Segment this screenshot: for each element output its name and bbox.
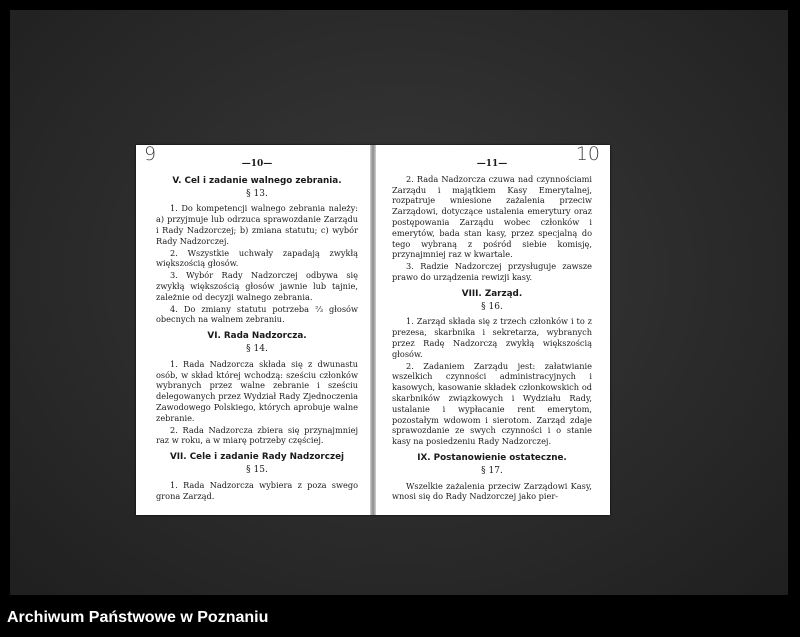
section-heading: VI. Rada Nadzorcza. bbox=[207, 331, 307, 342]
text-paragraph: 1. Rada Nadzorcza wybiera z poza swego grona Zarząd. bbox=[156, 479, 358, 501]
scan-background bbox=[10, 10, 788, 595]
paragraph-number: § 16. bbox=[481, 301, 503, 312]
page-number: —10— bbox=[241, 159, 273, 169]
page-number: —11— bbox=[476, 159, 508, 169]
paragraph-number: § 17. bbox=[481, 465, 503, 476]
text-paragraph: 2. Rada Nadzorcza zbiera się przynajmniej raz w roku, a w miarę potrzeby częściej. bbox=[156, 424, 358, 446]
text-paragraph: 3. Wybór Rady Nadzorczej odbywa się zwykłą większością głosów jawnie lub tajnie, zależnie od decyzji walnego zebrania. bbox=[156, 270, 358, 302]
text-paragraph: 1. Rada Nadzorcza składa się z dwunastu osób, w skład której wchodzą: sześciu członków wybranych przez walne zebranie i sześciu delegowanych przez Wydział Rady Zjednoczenia Zawodowego Polskiego, których aprobuje walne zebranie. bbox=[156, 358, 358, 423]
left-page bbox=[136, 145, 370, 515]
section-heading: V. Cel i zadanie walnego zebrania. bbox=[172, 175, 342, 186]
text-paragraph: 1. Zarząd składa się z trzech członków i to z prezesa, skarbnika i sekretarza, wybranych przez Radę Nadzorczą zwykłą większością głosów. bbox=[392, 316, 592, 359]
text-paragraph: 3. Radzie Nadzorczej przysługuje zawsze prawo do urządzenia rewizji kasy. bbox=[392, 261, 592, 282]
paragraph-number: § 15. bbox=[246, 464, 268, 475]
archive-page-number: 10 bbox=[575, 143, 600, 165]
open-book bbox=[136, 145, 610, 515]
right-page bbox=[376, 145, 610, 515]
text-paragraph: 2. Rada Nadzorcza czuwa nad czynnościami Zarządu i majątkiem Kasy Emerytalnej, rozpatruje wniesione zażalenia przeciw Zarządowi, dotyczące ustalenia emerytury oraz postępowania Zarządu wobec członków i emerytów, bada stan kasy, przez specjalną do tego wybraną z pośród siebie komisję, przynajmniej raz w kwartale. bbox=[392, 173, 592, 260]
text-paragraph: 2. Wszystkie uchwały zapadają zwykłą większością głosów. bbox=[156, 247, 358, 269]
text-paragraph: 1. Do kompetencji walnego zebrania należy: a) przyjmuje lub odrzuca sprawozdanie Zarządu i Rady Nadzorczej; b) zmiana statutu; c) wybór Rady Nadzorczej. bbox=[156, 203, 358, 246]
archive-footer bbox=[0, 597, 800, 637]
paragraph-number: § 13. bbox=[246, 188, 268, 199]
archive-page-number: 9 bbox=[144, 143, 157, 165]
text-paragraph: 2. Zadaniem Zarządu jest: załatwianie wszelkich czynności administracyjnych i kasowych, kasowanie składek członkowskich od skarbników związkowych i Wydziału Rady, ustalanie i wypłacanie rent emerytom, pozostałym wdowom i sierotom. Zarząd zdaje sprawozdanie ze swych czynności i o stanie kasy na posiedzeniu Rady Nadzorczej. bbox=[392, 360, 592, 447]
section-heading: VIII. Zarząd. bbox=[461, 288, 523, 299]
section-heading: IX. Postanowienie ostateczne. bbox=[417, 452, 567, 463]
paragraph-number: § 14. bbox=[246, 343, 268, 354]
text-paragraph: 4. Do zmiany statutu potrzeba ⅔ głosów obecnych na walnem zebraniu. bbox=[156, 303, 358, 325]
text-paragraph: Wszelkie zażalenia przeciw Zarządowi Kasy, wnosi się do Rady Nadzorczej jako pier- bbox=[392, 480, 592, 502]
section-heading: VII. Cele i zadanie Rady Nadzorczej bbox=[169, 452, 345, 463]
archive-name: Archiwum Państwowe w Poznaniu bbox=[7, 609, 269, 626]
